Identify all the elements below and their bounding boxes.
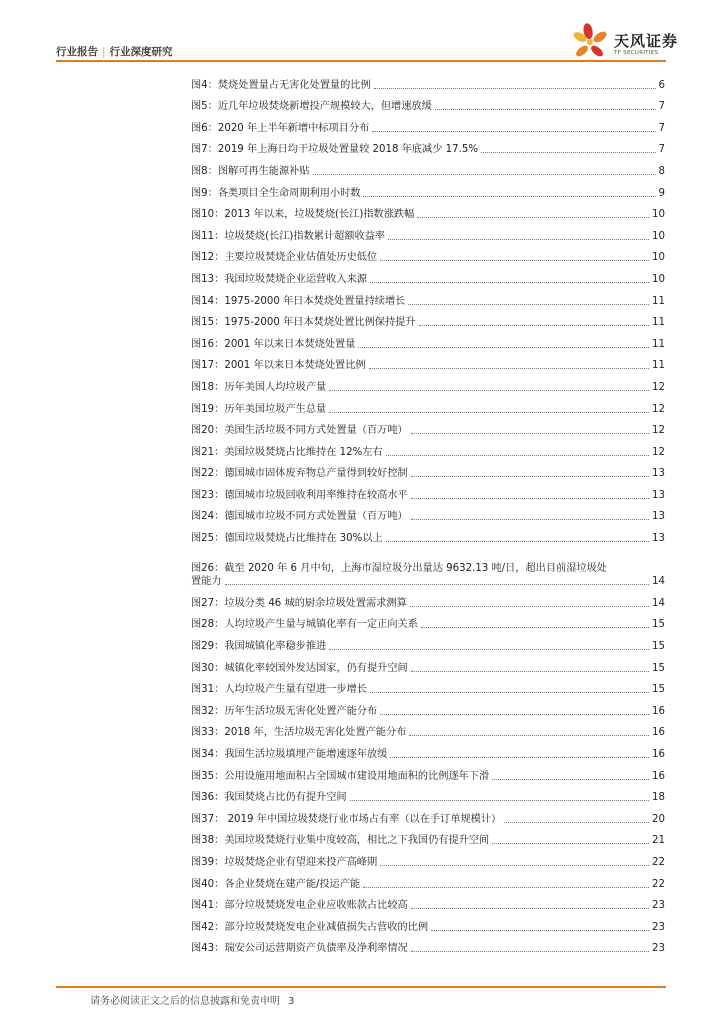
toc-entry-label: 图33：2018 年，生活垃圾无害化处置产能分布 — [191, 727, 407, 739]
toc-entry-label: 图34：我国生活垃圾填埋产能增速逐年放缓 — [191, 749, 388, 760]
toc-entry-page: 12 — [652, 381, 665, 393]
toc-entry-label: 图22：德国城市固体废弃物总产量得到较好控制 — [191, 468, 408, 480]
toc-entry-label: 图8：图解可再生能源补贴 — [191, 165, 310, 177]
toc-dot-leader — [411, 671, 649, 672]
toc-entry-label: 图12：主要垃圾焚烧企业估值处历史低位 — [191, 252, 378, 264]
toc-entry-line2 — [191, 575, 665, 588]
toc-dot-leader — [329, 649, 649, 650]
footer-text — [90, 992, 294, 1007]
toc-entry-label-continued: 置能力 — [191, 576, 222, 588]
toc-dot-leader — [417, 217, 649, 218]
toc-entry[interactable] — [191, 437, 665, 459]
toc-entry-page: 15 — [652, 641, 665, 653]
toc-entry-page: 14 — [652, 597, 665, 609]
toc-entry-page: 23 — [652, 921, 665, 933]
toc-dot-leader — [411, 908, 649, 909]
toc-entry-label: 图23：德国城市垃圾回收利用率维持在较高水平 — [191, 489, 408, 501]
toc-entry[interactable] — [191, 372, 665, 394]
toc-entry-label: 图13：我国垃圾焚烧企业运营收入来源 — [191, 273, 367, 285]
toc-entry-page: 6 — [658, 79, 665, 91]
toc-dot-leader — [408, 304, 649, 305]
toc-entry[interactable] — [191, 264, 665, 286]
toc-entry[interactable] — [191, 675, 665, 697]
footer-disclaimer: 请务必阅读正文之后的信息披露和免责申明 — [90, 996, 280, 1007]
toc-entry-page: 7 — [658, 144, 665, 156]
header-separator: | — [102, 46, 106, 58]
brand-name: 天风证券 — [614, 32, 679, 50]
toc-dot-leader — [419, 325, 649, 326]
toc-dot-leader — [492, 779, 649, 780]
toc-entry-page: 15 — [652, 619, 665, 631]
toc-entry-page: 7 — [658, 122, 665, 134]
toc-entry-label: 图43：瑞安公司运营期资产负债率及净利率情况 — [191, 943, 408, 955]
toc-entry-page: 13 — [652, 489, 665, 501]
toc-entry-label: 图19：历年美国垃圾产生总量 — [191, 403, 327, 415]
toc-dot-leader — [390, 757, 649, 758]
toc-entry-page: 21 — [652, 835, 665, 847]
figure-list — [191, 70, 665, 955]
toc-dot-leader — [411, 476, 649, 477]
toc-entry-page: 12 — [652, 446, 665, 458]
toc-entry[interactable] — [191, 351, 665, 373]
toc-entry[interactable] — [191, 502, 665, 524]
toc-entry-label: 图30：城镇化率较国外发达国家，仍有提升空间 — [191, 662, 408, 674]
toc-entry[interactable] — [191, 178, 665, 200]
toc-entry-page: 15 — [652, 662, 665, 674]
toc-entry-page: 13 — [652, 533, 665, 545]
toc-entry[interactable] — [191, 156, 665, 178]
toc-entry[interactable] — [191, 286, 665, 308]
toc-dot-leader — [481, 152, 655, 153]
toc-entry[interactable] — [191, 200, 665, 222]
toc-entry-page: 7 — [658, 101, 665, 113]
toc-entry-label: 图10：2013 年以来，垃圾焚烧(长江)指数涨跌幅 — [191, 209, 415, 221]
toc-dot-leader — [435, 109, 656, 110]
toc-dot-leader — [329, 390, 649, 391]
toc-entry-page: 15 — [652, 684, 665, 696]
toc-entry-label: 图39：垃圾焚烧企业有望迎来投产高峰期 — [191, 856, 378, 868]
toc-entry-page: 12 — [652, 403, 665, 415]
toc-entry-page: 10 — [652, 230, 665, 242]
toc-entry[interactable] — [191, 480, 665, 502]
toc-entry-label: 图31：人均垃圾产生量有望进一步增长 — [191, 684, 367, 696]
toc-entry-label: 图4：焚烧处置量占无害化处置量的比例 — [191, 79, 371, 91]
toc-entry-page: 13 — [652, 511, 665, 523]
toc-entry[interactable] — [191, 523, 665, 545]
toc-entry-label: 图41：部分垃圾焚烧发电企业应收账款占比较高 — [191, 900, 408, 912]
toc-entry-page: 16 — [652, 705, 665, 717]
toc-dot-leader — [225, 584, 649, 585]
toc-entry[interactable] — [191, 739, 665, 761]
toc-dot-leader — [370, 692, 649, 693]
toc-entry-page: 23 — [652, 900, 665, 912]
toc-entry-page: 20 — [652, 813, 665, 825]
header-category: 行业报告 — [56, 46, 98, 58]
toc-entry-label: 图32：历年生活垃圾无害化处置产能分布 — [191, 705, 378, 717]
toc-entry[interactable] — [191, 912, 665, 934]
toc-entry-page: 10 — [652, 252, 665, 264]
toc-entry-page: 22 — [652, 878, 665, 890]
toc-entry-page: 8 — [658, 165, 665, 177]
toc-entry-label: 图29：我国城镇化率稳步推进 — [191, 641, 327, 653]
toc-entry-page: 11 — [652, 317, 665, 329]
toc-entry-page: 23 — [652, 943, 665, 955]
header-divider — [56, 60, 666, 62]
toc-entry-label: 图26：截至 2020 年 6 月中旬，上海市湿垃圾分出量达 9632.13 吨/日，超出目前湿垃圾处 — [191, 563, 607, 575]
toc-entry-page: 16 — [652, 749, 665, 760]
toc-entry-label: 图21：美国垃圾焚烧占比维持在 12%左右 — [191, 446, 383, 458]
toc-entry[interactable] — [191, 783, 665, 805]
brand-logo-icon — [570, 22, 610, 62]
toc-entry[interactable] — [191, 545, 665, 588]
toc-dot-leader — [363, 196, 655, 197]
toc-dot-leader — [386, 455, 649, 456]
toc-entry-page: 14 — [652, 576, 665, 588]
toc-entry-label: 图38：美国垃圾焚烧行业集中度较高，相比之下我国仍有提升空间 — [191, 835, 490, 847]
toc-dot-leader — [370, 282, 649, 283]
toc-entry-label: 图6：2020 年上半年新增中标项目分布 — [191, 122, 370, 134]
toc-entry[interactable] — [191, 308, 665, 330]
toc-entry[interactable] — [191, 459, 665, 481]
toc-entry[interactable] — [191, 761, 665, 783]
toc-entry-page: 11 — [652, 360, 665, 372]
toc-entry-page: 12 — [652, 425, 665, 437]
toc-entry-page: 18 — [652, 792, 665, 804]
toc-dot-leader — [409, 735, 649, 736]
toc-entry-page: 11 — [652, 338, 665, 350]
toc-entry-page: 10 — [652, 273, 665, 285]
toc-entry-label: 图15：1975-2000 年日本焚烧处置比例保持提升 — [191, 317, 416, 329]
toc-entry[interactable] — [191, 847, 665, 869]
toc-entry[interactable] — [191, 610, 665, 632]
toc-entry[interactable] — [191, 92, 665, 114]
toc-dot-leader — [380, 865, 649, 866]
header-breadcrumb — [56, 44, 173, 59]
toc-dot-leader — [410, 606, 649, 607]
toc-dot-leader — [431, 930, 649, 931]
toc-entry-page: 16 — [652, 770, 665, 782]
toc-entry-label: 图9：各类项目全生命周期利用小时数 — [191, 187, 361, 199]
toc-entry-label: 图35：公用设施用地面积占全国城市建设用地面积的比例逐年下滑 — [191, 770, 490, 782]
toc-entry-label: 图40：各企业焚烧在建产能/投运产能 — [191, 878, 361, 890]
toc-dot-leader — [350, 800, 649, 801]
toc-entry-label: 图25：德国垃圾焚烧占比维持在 30%以上 — [191, 533, 383, 545]
toc-dot-leader — [329, 412, 649, 413]
toc-dot-leader — [372, 131, 655, 132]
toc-entry-label: 图16：2001 年以来日本焚烧处置量 — [191, 338, 356, 350]
toc-entry[interactable] — [191, 826, 665, 848]
toc-entry[interactable] — [191, 70, 665, 92]
toc-entry[interactable] — [191, 804, 665, 826]
toc-entry[interactable] — [191, 416, 665, 438]
toc-entry[interactable] — [191, 113, 665, 135]
toc-entry-page: 9 — [658, 187, 665, 199]
toc-entry[interactable] — [191, 221, 665, 243]
toc-dot-leader — [421, 627, 649, 628]
toc-dot-leader — [386, 541, 649, 542]
toc-entry-page: 22 — [652, 856, 665, 868]
toc-entry[interactable] — [191, 718, 665, 740]
toc-entry[interactable] — [191, 329, 665, 351]
toc-dot-leader — [363, 887, 649, 888]
toc-entry-label: 图28：人均垃圾产生量与城镇化率有一定正向关系 — [191, 619, 418, 631]
toc-dot-leader — [358, 347, 649, 348]
brand-subtitle: TF SECURITIES — [614, 50, 659, 56]
toc-entry[interactable] — [191, 869, 665, 891]
toc-dot-leader — [411, 519, 649, 520]
footer-page-number: 3 — [288, 996, 295, 1007]
toc-entry[interactable] — [191, 891, 665, 913]
toc-entry-page: 11 — [652, 295, 665, 307]
toc-entry[interactable] — [191, 934, 665, 956]
toc-dot-leader — [411, 951, 649, 952]
toc-dot-leader — [374, 88, 656, 89]
toc-entry[interactable] — [191, 588, 665, 610]
toc-entry-page: 16 — [652, 727, 665, 739]
toc-dot-leader — [411, 433, 649, 434]
toc-entry-label: 图14：1975-2000 年日本焚烧处置量持续增长 — [191, 295, 406, 307]
toc-entry-label: 图7：2019 年上海日均干垃圾处置量较 2018 年底减少 17.5% — [191, 144, 479, 156]
toc-dot-leader — [313, 174, 656, 175]
toc-dot-leader — [388, 239, 649, 240]
toc-entry-text — [191, 562, 665, 588]
toc-dot-leader — [380, 714, 649, 715]
toc-entry[interactable] — [191, 135, 665, 157]
footer-divider — [56, 986, 666, 988]
toc-dot-leader — [411, 498, 649, 499]
toc-entry[interactable] — [191, 631, 665, 653]
toc-entry-label: 图17：2001 年以来日本焚烧处置比例 — [191, 360, 366, 372]
toc-entry[interactable] — [191, 653, 665, 675]
toc-entry-label: 图27：垃圾分类 46 城的厨余垃圾处置需求测算 — [191, 597, 407, 609]
toc-entry-label: 图24：德国城市垃圾不同方式处置量（百万吨） — [191, 511, 408, 523]
toc-entry[interactable] — [191, 243, 665, 265]
toc-entry[interactable] — [191, 696, 665, 718]
toc-entry-label: 图42：部分垃圾焚烧发电企业减值损失占营收的比例 — [191, 921, 429, 933]
toc-entry-label: 图11：垃圾焚烧(长江)指数累计超额收益率 — [191, 230, 386, 242]
toc-dot-leader — [380, 260, 649, 261]
toc-entry-page: 10 — [652, 209, 665, 221]
header-subcategory: 行业深度研究 — [109, 46, 173, 58]
toc-entry-label: 图37： 2019 年中国垃圾焚烧行业市场占有率（以在手订单规模计） — [191, 813, 502, 825]
toc-dot-leader — [369, 368, 649, 369]
toc-entry-label: 图20：美国生活垃圾不同方式处置量（百万吨） — [191, 425, 408, 437]
toc-entry[interactable] — [191, 394, 665, 416]
toc-dot-leader — [492, 843, 649, 844]
toc-dot-leader — [504, 822, 649, 823]
toc-entry-label: 图5：近几年垃圾焚烧新增投产规模较大，但增速放缓 — [191, 101, 432, 113]
toc-entry-label: 图18：历年美国人均垃圾产量 — [191, 381, 327, 393]
toc-entry-label: 图36：我国焚烧占比仍有提升空间 — [191, 792, 347, 804]
toc-entry-page: 13 — [652, 468, 665, 480]
